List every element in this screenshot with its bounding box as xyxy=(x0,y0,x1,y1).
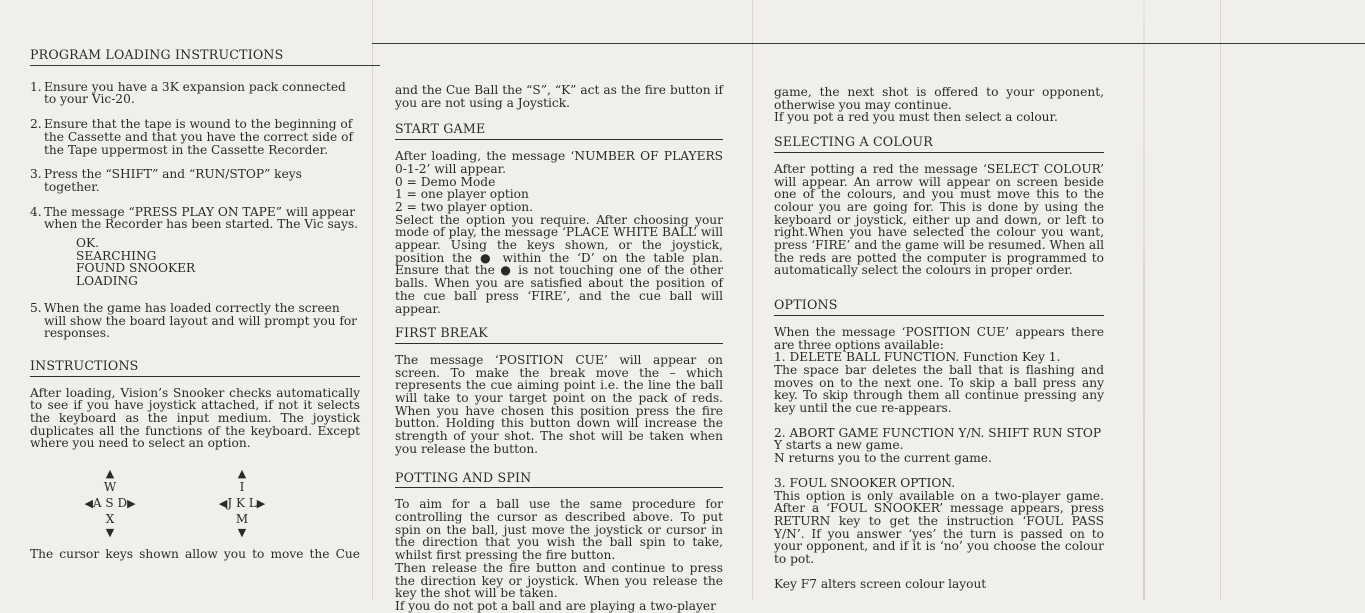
msg-ok: OK. xyxy=(76,236,99,251)
arrow-right-icon: ▶ xyxy=(127,497,136,511)
keypad-ijkl: ▲ I ◀J K L▶ M ▼ xyxy=(202,468,282,538)
column-1 xyxy=(30,0,360,573)
heading-instructions: INSTRUCTIONS xyxy=(30,360,360,377)
arrow-left-icon: ◀ xyxy=(84,497,93,511)
instructions-text: After loading, Vision’s Snooker checks automatically to see if you have joystick attached, if not it selects the keyboard as the input medium. The joystick duplicates all the functions of the keyboard. Except where you need to select an option. xyxy=(30,385,360,451)
arrow-left-icon: ◀ xyxy=(218,497,228,511)
heading-potting-spin: POTTING AND SPIN xyxy=(395,472,723,489)
heading-selecting-colour: SELECTING A COLOUR xyxy=(774,136,1104,153)
list-item: 4. The message “PRESS PLAY ON TAPE” will appear when the Recorder has been started. The Vic says. xyxy=(30,204,359,232)
loading-steps-cont xyxy=(30,302,360,340)
list-item: 5. When the game has loaded correctly the screen will show the board layout and will prompt you for responses. xyxy=(30,300,358,341)
vic-messages xyxy=(30,237,360,288)
heading-start-game: START GAME xyxy=(395,123,723,140)
arrow-down-icon: ▼ xyxy=(105,526,115,540)
msg-found: FOUND SNOOKER xyxy=(76,261,196,276)
arrow-up-icon: ▲ xyxy=(237,467,247,481)
msg-loading: LOADING xyxy=(76,274,138,289)
heading-program-loading: PROGRAM LOADING INSTRUCTIONS xyxy=(30,49,380,66)
list-item: 3. Press the “SHIFT” and “RUN/STOP” keys together. xyxy=(30,167,302,194)
intro-block: game, the next shot is offered to your opponent, otherwise you may continue. If you pot a red you must then select a colour. xyxy=(774,85,1104,125)
column-2 xyxy=(395,0,723,613)
fold-line xyxy=(1143,0,1145,600)
arrow-down-icon: ▼ xyxy=(237,526,247,540)
list-item: 1. Ensure you have a 3K expansion pack connected to your Vic-20. xyxy=(30,79,346,107)
first-break-text: The message ‘POSITION CUE’ will appear on screen. To make the break move the – which represents the cue aiming point i.e. the line the ball will take to your target point on the pack of reds. When you have chosen this position press the fire button. Holding this button down will increase the strength of your shot. The shot will be taken when you release the button. xyxy=(395,352,723,456)
fold-line xyxy=(372,0,373,600)
heading-first-break: FIRST BREAK xyxy=(395,327,723,344)
fold-line xyxy=(1220,0,1221,600)
msg-searching: SEARCHING xyxy=(76,248,157,263)
potting-block: To aim for a ball use the same procedure for controlling the cursor as described above. To put spin on the ball, just move the joystick or cursor in the direction that you wish the ball spin to take, whilst first pressing the fire button. Then release the fire button and continue to press the direction key or joystick. When you release the key the shot will be taken. If you do not pot a ball and are playing a two-player xyxy=(395,497,723,613)
heading-options: OPTIONS xyxy=(774,299,1104,316)
colour-text: After potting a red the message ‘SELECT COLOUR’ will appear. An arrow will appear on screen beside one of the colours, and you must move this to the colour you are going for. This is done by using the keyboard or joystick, either up and down, or left to right.When you have selected the colour you want, press ‘FIRE’ and the game will be resumed. When all the reds are potted the computer is programmed to automatically select the colours in proper order. xyxy=(774,161,1104,278)
options-block: When the message ‘POSITION CUE’ appears there are three options available: 1. DELETE BALL FUNCTION. Function Key 1. The space bar deletes the ball that is flashing and moves on to the next one. To skip a ball press any key. To skip through them all continue pressing any key until the cue re-appears. 2. ABORT GAME FUNCTION Y/N. SHIFT RUN STOP Y starts a new game. N returns you to the current game. 3. FOUL SNOOKER OPTION. This option is only available on a two-player game. After a ‘FOUL SNOOKER’ message appears, press RETURN key to get the instruction ‘FOUL PASS Y/N’. If you answer ‘yes’ the turn is passed on to your opponent, and if it is ‘no’ you choose the colour to pot. Key F7 alters screen colour layout xyxy=(774,324,1104,591)
key-diagrams xyxy=(30,468,360,538)
arrow-up-icon: ▲ xyxy=(105,467,115,481)
top-rule xyxy=(1144,43,1365,44)
fold-line xyxy=(752,0,753,600)
column-3 xyxy=(774,0,1104,591)
list-item: 2. Ensure that the tape is wound to the beginning of the Cassette and that you have the correct side of the Tape uppermost in the Cassette Recorder. xyxy=(30,117,353,157)
cursor-text: The cursor keys shown allow you to move the Cue xyxy=(30,547,360,562)
arrow-right-icon: ▶ xyxy=(256,497,266,511)
keypad-wasd: ▲ W ◀A S D▶ X ▼ xyxy=(70,468,150,538)
loading-steps xyxy=(30,81,360,231)
intro-text: and the Cue Ball the “S”, “K” act as the fire button if you are not using a Joystick. xyxy=(395,83,723,110)
footer-note: Key F7 alters screen colour layout xyxy=(774,576,987,591)
start-game-block: After loading, the message ‘NUMBER OF PLAYERS 0-1-2’ will appear. 0 = Demo Mode 1 = one player option 2 = two player option. Select the option you require. After choosing your mode of play, the message ‘PLACE WHITE BALL’ will appear. Using the keys shown, or the joystick, position the ● within the ‘D’ on the table plan. Ensure that the ● is not touching one of the other balls. When you are satisfied about the position of the cue ball press ‘FIRE’, and the cue ball will appear. xyxy=(395,149,723,316)
